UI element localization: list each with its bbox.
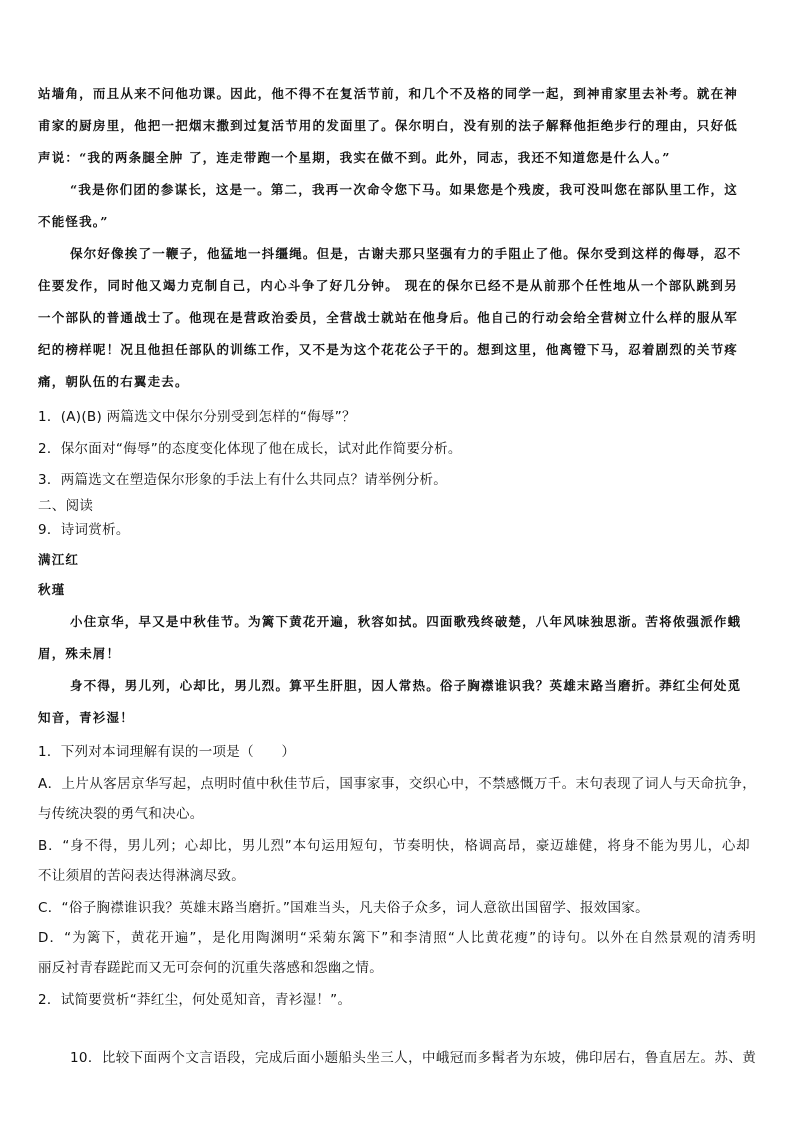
option-d-line: D．“为篱下，黄花开遍”，是化用陶渊明“采菊东篱下”和李清照“人比黄花瘦”的诗句。以外在自然景观的清秀明 <box>38 930 756 946</box>
question-item: 1．下列对本词理解有误的一项是（ ） <box>38 744 296 760</box>
option-d-line: 丽反衬青春蹉跎而又无可奈何的沉重失落感和怨幽之情。 <box>38 960 383 976</box>
option-b-line: 不让须眉的苦闷表达得淋漓尽致。 <box>38 868 245 884</box>
question-heading: 10．比较下面两个文言语段，完成后面小题船头坐三人，中峨冠而多髯者为东坡，佛印居右，鲁直居左。苏、黄 <box>70 1050 756 1066</box>
question-item: 2．试简要赏析“莽红尘，何处觅知音，青衫湿！”。 <box>38 992 352 1008</box>
poem-line: 知音，青衫湿！ <box>38 710 134 725</box>
excerpt-line: 痛，朝队伍的右翼走去。 <box>38 374 189 389</box>
poem-line: 眉，殊未屑！ <box>38 646 121 661</box>
option-c-line: C．“俗子胸襟谁识我？英雄末路当磨折。”国难当头，凡夫俗子众多，词人意欲出国留学、报效国家。 <box>38 900 649 916</box>
option-b-line: B．“身不得，男儿列；心却比，男儿烈”本句运用短句，节奏明快，格调高昂，豪迈雄健，将身不能为男儿，心却 <box>38 838 750 854</box>
poem-title: 满江红 <box>38 552 80 567</box>
excerpt-line: 住要发作，同时他又竭力克制自己，内心斗争了好几分钟。 现在的保尔已经不是从前那个任性地从一个部队跳到另 <box>38 278 738 293</box>
excerpt-line: 甫家的厨房里，他把一把烟末撒到过复活节用的发面里了。保尔明白，没有别的法子解释他拒绝步行的理由，只好低 <box>38 118 738 133</box>
question-item: 2．保尔面对“侮辱”的态度变化体现了他在成长，试对此作简要分析。 <box>38 441 462 457</box>
question-heading: 9．诗词赏析。 <box>38 522 130 538</box>
excerpt-line: 保尔好像挨了一鞭子，他猛地一抖缰绳。但是，古谢夫那只坚强有力的手阻止了他。保尔受到这样的侮辱，忍不 <box>70 246 742 261</box>
excerpt-line: 声说：“我的两条腿全肿 了，连走带跑一个星期，我实在做不到。此外，同志，我还不知道您是什么人。” <box>38 150 671 165</box>
question-item: 3．两篇选文在塑造保尔形象的手法上有什么共同点？请举例分析。 <box>38 472 448 488</box>
option-a-line: A．上片从客居京华写起，点明时值中秋佳节后，国事家事，交织心中，不禁感慨万千。末句表现了词人与天命抗争， <box>38 776 756 792</box>
section-heading: 二、阅读 <box>38 498 94 514</box>
excerpt-line: “我是你们团的参谋长，这是一。第二，我再一次命令您下马。如果您是个残废，我可没叫您在部队里工作，这 <box>70 182 738 197</box>
excerpt-line: 不能怪我。” <box>38 214 109 229</box>
poem-line: 小住京华，早又是中秋佳节。为篱下黄花开遍，秋容如拭。四面歌残终破楚，八年风味独思浙。苦将侬强派作蛾 <box>70 614 742 629</box>
poem-author: 秋瑾 <box>38 582 66 597</box>
excerpt-line: 一个部队的普通战士了。他现在是营政治委员，全营战士就站在他身后。他自己的行动会给全营树立什么样的服从军 <box>38 310 738 325</box>
poem-line: 身不得，男儿列，心却比，男儿烈。算平生肝胆，因人常热。俗子胸襟谁识我？英雄末路当磨折。莽红尘何处觅 <box>70 678 742 693</box>
question-item: 1．(A)(B) 两篇选文中保尔分别受到怎样的“侮辱”？ <box>38 409 356 425</box>
excerpt-line: 纪的榜样呢！况且他担任部队的训练工作，又不是为这个花花公子干的。想到这里，他离镫下马，忍着剧烈的关节疼 <box>38 342 738 357</box>
excerpt-line: 站墙角，而且从来不问他功课。因此，他不得不在复活节前，和几个不及格的同学一起，到神甫家里去补考。就在神 <box>38 86 738 101</box>
option-a-line: 与传统决裂的勇气和决心。 <box>38 806 204 822</box>
